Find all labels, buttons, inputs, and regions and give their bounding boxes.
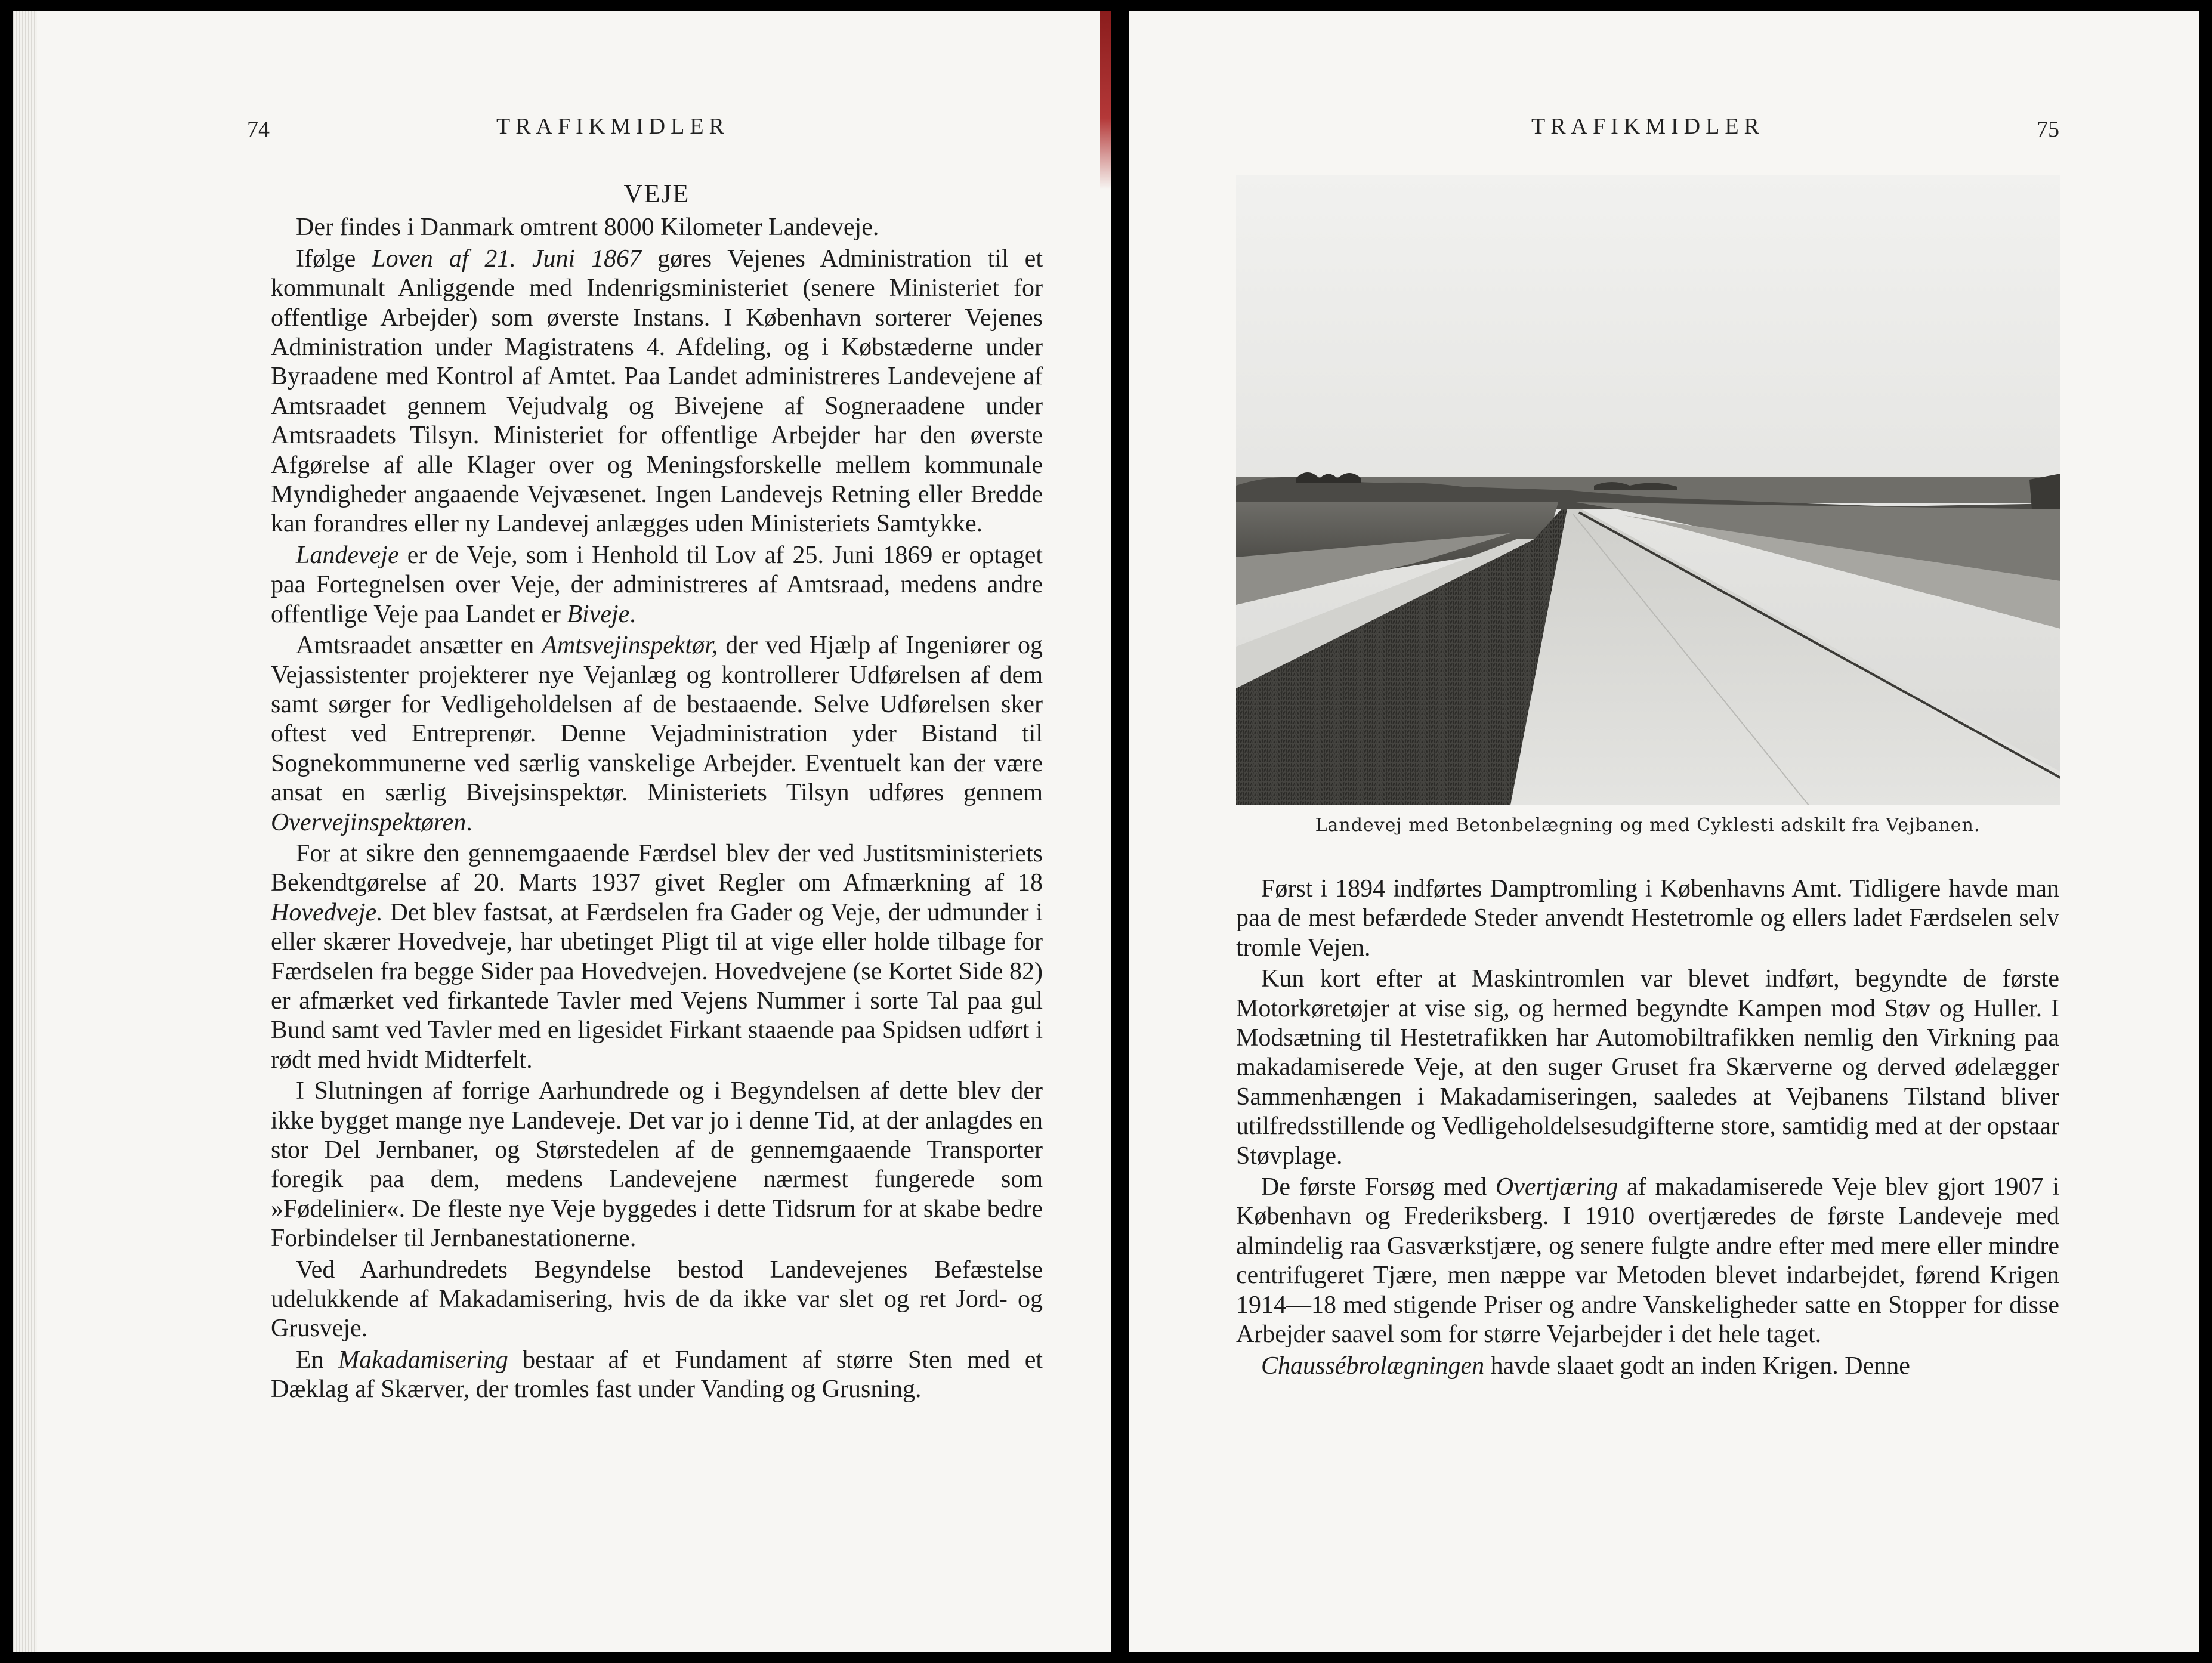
right-page	[1129, 11, 2199, 1652]
book-spine-edge	[1100, 11, 1111, 190]
italic-term: Chaussébrolægningen	[1261, 1352, 1485, 1380]
road-photo-image	[1236, 175, 2060, 805]
paragraph: For at sikre den gennemgaaende Færdsel blev der ved Justitsministeriets Bekendtgørelse af 20. Marts 1937 givet Regler om Afmærkning af 18 Hovedveje. Det blev fastsat, at Færdselen fra Gader og Veje, der udmunder i eller skærer Hovedveje, har ubetinget Pligt til at vige eller holde tilbage for Færdselen fra begge Sider paa Hovedvejen. Hovedvejene (se Kortet Side 82) er afmærket ved firkantede Tavler med Vejens Nummer i sorte Tal paa gul Bund samt ved Tavler med en ligesidet Firkant staaende paa Spidsen udført i rødt med hvidt Midterfelt.	[271, 839, 1043, 1074]
italic-term: Landeveje	[296, 541, 399, 569]
page-edge-stack	[13, 11, 37, 1652]
section-title: VEJE	[623, 179, 690, 208]
italic-term: Loven af 21. Juni 1867	[372, 245, 642, 273]
italic-term: Overvejinspektøren	[271, 808, 467, 836]
paragraph: I Slutningen af forrige Aarhundrede og i Begyndelsen af dette blev der ikke bygget mange nye Landeveje. Det var jo i denne Tid, at der anlagdes en stor Del Jernbaner, og Størstedelen af de gennemgaaende Transporter foregik paa dem, medens Landevejene nærmest fungerede som »Fødelinier«. De fleste nye Veje byggedes i dette Tidsrum for at skabe bedre Forbindelser til Jernbanestationerne.	[271, 1077, 1043, 1253]
left-page	[13, 11, 1111, 1652]
paragraph: Ifølge Loven af 21. Juni 1867 gøres Vejenes Administration til et kommunalt Anliggende med Indenrigsministeriet (senere Ministeriet for offentlige Arbejder) som øverste Instans. I København sorterer Vejenes Administration under Magistratens 4. Afdeling, og i Købstæderne under Byraadene med Kontrol af Amtet. Paa Landet administreres Landevejene af Amtsraadet gennem Vejudvalg og Bivejene af Sogneraadene under Amtsraadets Tilsyn. Ministeriet for offentlige Arbejder har den øverste Afgørelse af alle Klager over og Meningsforskelle mellem kommunale Myndigheder angaaende Vejvæsenet. Ingen Landevejs Retning eller Bredde kan forandres eller ny Landevej anlægges uden Ministeriets Samtykke.	[271, 245, 1043, 538]
page-number: 75	[2037, 117, 2059, 142]
paragraph: Der findes i Danmark omtrent 8000 Kilometer Landeveje.	[296, 214, 879, 242]
paragraph: En Makadamisering bestaar af et Fundament af større Sten med et Dæklag af Skærver, der tromles fast under Vanding og Grusning.	[271, 1346, 1043, 1404]
page-number: 74	[247, 117, 270, 142]
right-body-text	[1236, 874, 2059, 1383]
italic-term: Biveje	[567, 600, 630, 628]
italic-term: Overtjæring	[1495, 1173, 1618, 1201]
italic-term: Makadamisering	[338, 1346, 508, 1374]
paragraph: Kun kort efter at Maskintromlen var blevet indført, begyndte de første Motorkøretøjer at vise sig, og hermed begyndte Kampen mod Støv og Huller. I Modsætning til Hestetrafikken har Automobiltrafikken nemlig den Virkning paa makadamiserede Veje, at den suger Gruset fra Skærverne og derved ødelægger Sammenhængen i Makadamiseringen, saaledes at Vejbanens Tilstand bliver utilfredsstillende og Vedligeholdelsesudgifterne store, samtidig med at der opstaar Støvplage.	[1236, 965, 2059, 1170]
running-head: TRAFIKMIDLER	[496, 114, 730, 139]
italic-term: Amtsvejinspektør,	[542, 632, 718, 660]
running-head: TRAFIKMIDLER	[1531, 114, 1765, 139]
paragraph: De første Forsøg med Overtjæring af makadamiserede Veje blev gjort 1907 i København og Frederiksberg. I 1910 overtjæredes de første Landeveje med almindelig raa Gasværkstjære, og senere fulgte andre efter med mere eller mindre centrifugeret Tjære, men næppe var Metoden blevet indarbejdet, førend Krigen 1914—18 med stigende Priser og andre Vanskeligheder satte en Stopper for disse Arbejder saavel som for større Vejarbejder i det hele taget.	[1236, 1173, 2059, 1349]
figure-caption: Landevej med Betonbelægning og med Cyklesti adskilt fra Vejbanen.	[1315, 815, 1981, 836]
paragraph: Ved Aarhundredets Begyndelse bestod Landevejenes Befæstelse udelukkende af Makadamisering, hvis de da ikke var slet og ret Jord- og Grusveje.	[271, 1256, 1043, 1343]
paragraph: Amtsraadet ansætter en Amtsvejinspektør, der ved Hjælp af Ingeniører og Vejassistenter projekterer nye Vejanlæg og kontrollerer Udførelsen af dem samt sørger for Vedligeholdelsen af de bestaaende. Selve Udførelsen sker oftest ved Entreprenør. Denne Vejadministration yder Bistand til Sognekommunerne ved særlig vanskelige Arbejder. Eventuelt kan der være ansat en særlig Bivejsinspektør. Ministeriets Tilsyn udføres gennem Overvejinspektøren.	[271, 632, 1043, 836]
paragraph: Chaussébrolægningen havde slaaet godt an inden Krigen. Denne	[1261, 1352, 1910, 1380]
left-body-text	[271, 179, 1043, 1407]
paragraph: Landeveje er de Veje, som i Henhold til Lov af 25. Juni 1869 er optaget paa Fortegnelsen over Veje, der administreres af Amtsraad, medens andre offentlige Veje paa Landet er Biveje.	[271, 541, 1043, 628]
italic-term: Hovedveje.	[271, 898, 383, 926]
road-photograph	[1236, 175, 2060, 805]
paragraph: Først i 1894 indførtes Damptromling i Københavns Amt. Tidligere havde man paa de mest befærdede Steder anvendt Hestetromle og ellers ladet Færdselen selv tromle Vejen.	[1236, 875, 2059, 962]
